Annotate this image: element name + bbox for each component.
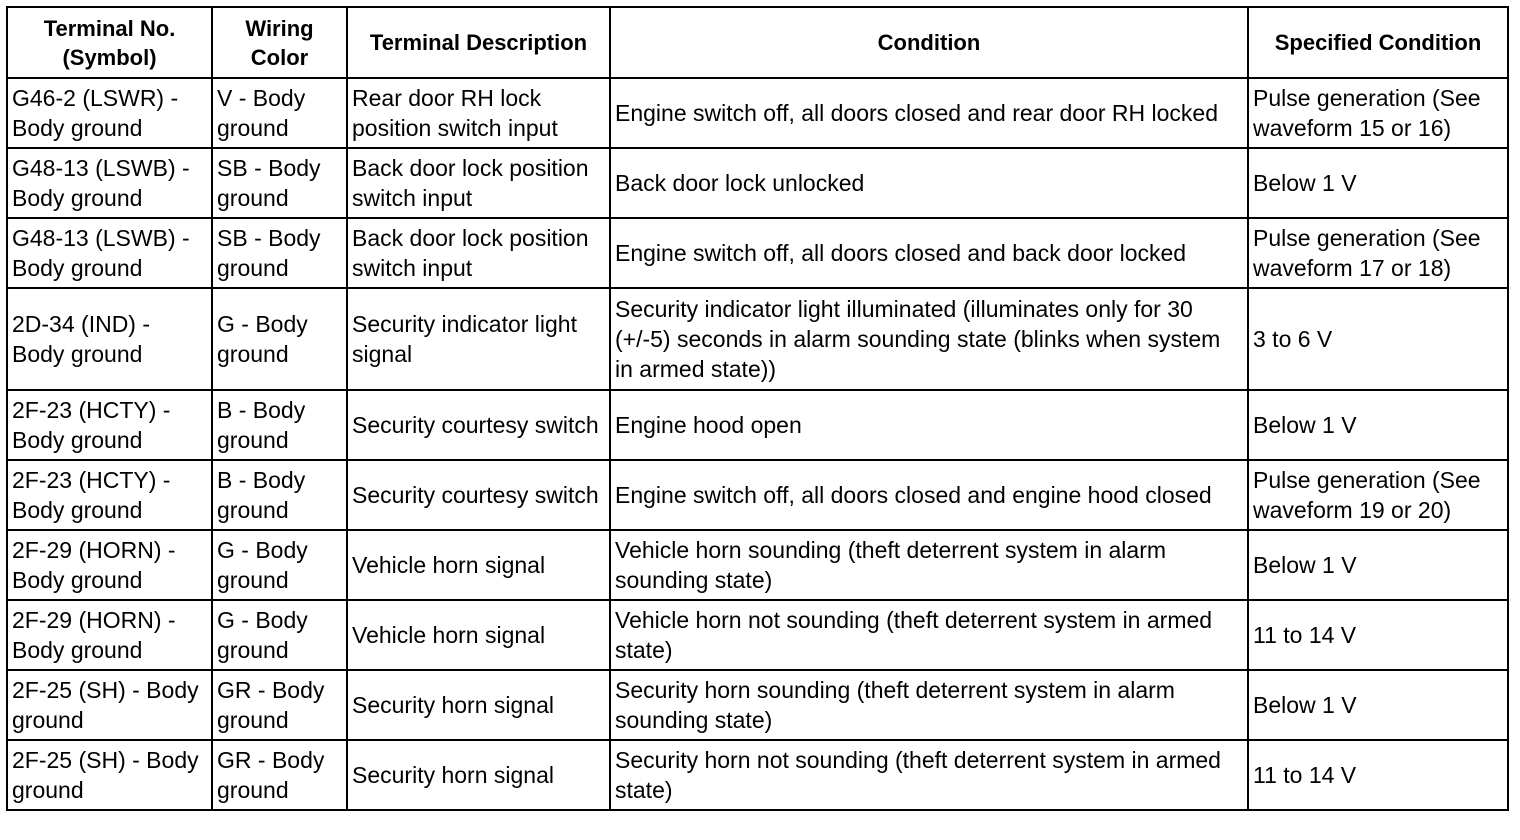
cell-terminal: 2F-29 (HORN) - Body ground xyxy=(7,530,212,600)
cell-condition: Engine switch off, all doors closed and back door locked xyxy=(610,218,1248,288)
cell-description: Rear door RH lock position switch input xyxy=(347,78,610,148)
cell-terminal: G46-2 (LSWR) - Body ground xyxy=(7,78,212,148)
header-terminal-no: Terminal No. (Symbol) xyxy=(7,7,212,78)
cell-specified: Below 1 V xyxy=(1248,148,1508,218)
cell-terminal: 2F-23 (HCTY) - Body ground xyxy=(7,390,212,460)
table-row xyxy=(7,78,1508,148)
cell-terminal: 2F-25 (SH) - Body ground xyxy=(7,670,212,740)
cell-wiring-color: G - Body ground xyxy=(212,288,347,390)
cell-wiring-color: SB - Body ground xyxy=(212,218,347,288)
cell-description: Back door lock position switch input xyxy=(347,148,610,218)
cell-specified: Below 1 V xyxy=(1248,670,1508,740)
cell-terminal: G48-13 (LSWB) - Body ground xyxy=(7,148,212,218)
cell-condition: Back door lock unlocked xyxy=(610,148,1248,218)
header-specified-condition: Specified Condition xyxy=(1248,7,1508,78)
cell-condition: Security horn sounding (theft deterrent system in alarm sounding state) xyxy=(610,670,1248,740)
header-terminal-description: Terminal Description xyxy=(347,7,610,78)
terminal-spec-table xyxy=(6,6,1509,811)
cell-wiring-color: GR - Body ground xyxy=(212,740,347,810)
cell-terminal: G48-13 (LSWB) - Body ground xyxy=(7,218,212,288)
cell-wiring-color: G - Body ground xyxy=(212,530,347,600)
cell-description: Vehicle horn signal xyxy=(347,600,610,670)
table-row xyxy=(7,288,1508,390)
cell-condition: Security horn not sounding (theft deterrent system in armed state) xyxy=(610,740,1248,810)
cell-description: Security horn signal xyxy=(347,740,610,810)
table-row xyxy=(7,530,1508,600)
cell-condition: Vehicle horn not sounding (theft deterrent system in armed state) xyxy=(610,600,1248,670)
table-row xyxy=(7,218,1508,288)
table-row xyxy=(7,600,1508,670)
cell-description: Back door lock position switch input xyxy=(347,218,610,288)
cell-specified: 11 to 14 V xyxy=(1248,600,1508,670)
table-row xyxy=(7,390,1508,460)
cell-specified: 11 to 14 V xyxy=(1248,740,1508,810)
cell-specified: Pulse generation (See waveform 17 or 18) xyxy=(1248,218,1508,288)
cell-condition: Engine switch off, all doors closed and rear door RH locked xyxy=(610,78,1248,148)
cell-wiring-color: GR - Body ground xyxy=(212,670,347,740)
cell-terminal: 2D-34 (IND) - Body ground xyxy=(7,288,212,390)
cell-wiring-color: G - Body ground xyxy=(212,600,347,670)
cell-wiring-color: B - Body ground xyxy=(212,390,347,460)
table-row xyxy=(7,148,1508,218)
cell-description: Security horn signal xyxy=(347,670,610,740)
cell-condition: Engine hood open xyxy=(610,390,1248,460)
cell-terminal: 2F-29 (HORN) - Body ground xyxy=(7,600,212,670)
cell-terminal: 2F-25 (SH) - Body ground xyxy=(7,740,212,810)
cell-condition: Engine switch off, all doors closed and engine hood closed xyxy=(610,460,1248,530)
table-row xyxy=(7,740,1508,810)
cell-specified: Below 1 V xyxy=(1248,390,1508,460)
cell-wiring-color: V - Body ground xyxy=(212,78,347,148)
cell-description: Security courtesy switch xyxy=(347,390,610,460)
cell-wiring-color: B - Body ground xyxy=(212,460,347,530)
cell-description: Security courtesy switch xyxy=(347,460,610,530)
cell-specified: Below 1 V xyxy=(1248,530,1508,600)
table-row xyxy=(7,670,1508,740)
cell-description: Vehicle horn signal xyxy=(347,530,610,600)
cell-condition: Vehicle horn sounding (theft deterrent system in alarm sounding state) xyxy=(610,530,1248,600)
header-wiring-color: Wiring Color xyxy=(212,7,347,78)
header-condition: Condition xyxy=(610,7,1248,78)
cell-specified: Pulse generation (See waveform 19 or 20) xyxy=(1248,460,1508,530)
header-row xyxy=(7,7,1508,78)
table-row xyxy=(7,460,1508,530)
cell-specified: Pulse generation (See waveform 15 or 16) xyxy=(1248,78,1508,148)
cell-specified: 3 to 6 V xyxy=(1248,288,1508,390)
cell-wiring-color: SB - Body ground xyxy=(212,148,347,218)
cell-description: Security indicator light signal xyxy=(347,288,610,390)
cell-condition: Security indicator light illuminated (illuminates only for 30 (+/-5) seconds in alarm sounding state (blinks when system in armed state)) xyxy=(610,288,1248,390)
cell-terminal: 2F-23 (HCTY) - Body ground xyxy=(7,460,212,530)
